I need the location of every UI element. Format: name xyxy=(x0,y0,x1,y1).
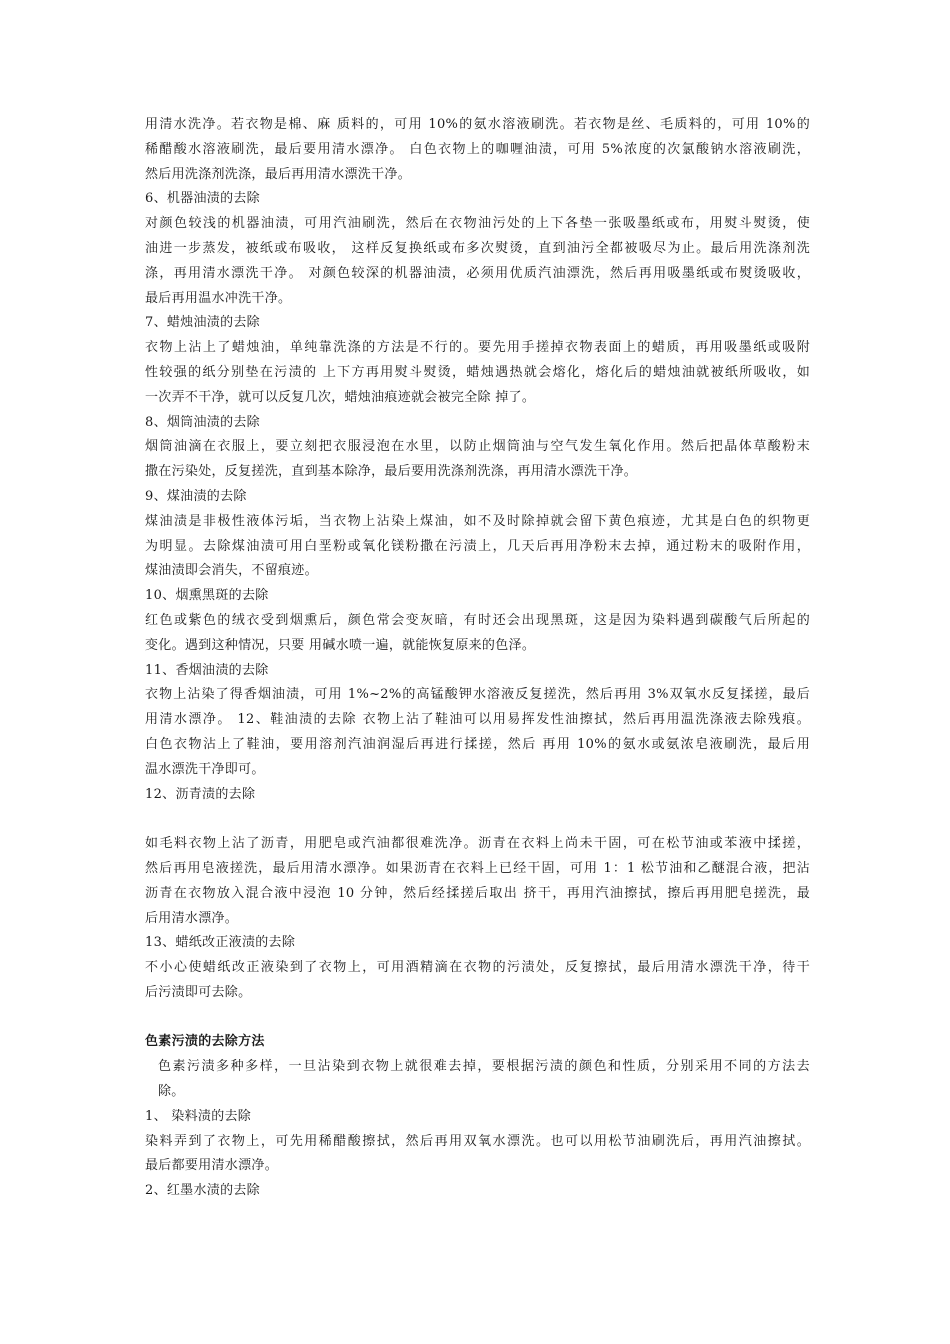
text-line: 一次弄不干净，就可以反复几次，蜡烛油痕迹就会被完全除 掉了。 xyxy=(145,389,536,405)
text-line: 烟筒油滴在衣服上，要立刻把衣服浸泡在水里，以防止烟筒油与空气发生氧化作用。然后把晶体草酸粉末 xyxy=(145,439,810,455)
paragraph xyxy=(145,609,810,659)
paragraph xyxy=(145,435,810,485)
text-line: 性较强的纸分别垫在污渍的 上下方再用熨斗熨烫，蜡烛遇热就会熔化，熔化后的蜡烛油就被纸所吸收，如 xyxy=(145,364,810,380)
text-line: 变化。遇到这种情况，只要 用碱水喷一遍，就能恢复原来的色泽。 xyxy=(145,637,536,653)
item-heading: 8、烟筒油渍的去除 xyxy=(145,414,260,430)
text-line: 衣物上沾上了蜡烛油，单纯靠洗涤的方法是不行的。要先用手搓掉衣物表面上的蜡质，再用吸墨纸或吸附 xyxy=(145,340,810,356)
text-line: 最后都要用清水漂净。 xyxy=(145,1158,279,1174)
text-line: 色素污渍多种多样，一旦沾染到衣物上就很难去掉，要根据污渍的颜色和性质，分别采用不同的方法去 xyxy=(158,1059,810,1075)
text-line: 用清水洗净。若衣物是棉、麻 质料的，可用 10%的氨水溶液刷洗。若衣物是丝、毛质料的，可用 10%的 xyxy=(145,117,810,132)
text-line: 煤油渍是非极性液体污垢，当衣物上沾染上煤油，如不及时除掉就会留下黄色痕迹，尤其是白色的织物更 xyxy=(145,513,810,529)
text-line: 撒在污染处，反复搓洗，直到基本除净，最后要用洗涤剂洗涤，再用清水漂洗干净。 xyxy=(145,464,638,480)
paragraph xyxy=(145,832,810,931)
text-line: 最后再用温水冲洗干净。 xyxy=(145,290,292,306)
paragraph xyxy=(145,510,810,584)
text-line: 沥青在衣物放入混合液中浸泡 10 分钟，然后经揉搓后取出 挤干，再用汽油擦拭，擦后再用肥皂搓洗，最 xyxy=(145,885,810,901)
item-heading: 12、沥青渍的去除 xyxy=(145,786,256,802)
item-heading: 6、机器油渍的去除 xyxy=(145,191,260,207)
text-line: 红色或紫色的绒衣受到烟熏后，颜色常会变灰暗，有时还会出现黑斑，这是因为染料遇到碳酸气后所起的 xyxy=(145,612,810,628)
text-line: 然后再用皂液搓洗，最后用清水漂净。如果沥青在衣料上已经干固，可用 1：1 松节油和乙醚混合液，把沾 xyxy=(145,860,810,876)
paragraph xyxy=(145,956,810,1006)
item-heading: 10、烟熏黑斑的去除 xyxy=(145,588,269,604)
text-line: 稀醋酸水溶液刷洗，最后要用清水漂净。 白色衣物上的咖喱油渍，可用 5%浓度的次氯酸钠水溶液刷洗， xyxy=(145,141,810,157)
text-line: 如毛料衣物上沾了沥青，用肥皂或汽油都很难洗净。沥青在衣料上尚未干固，可在松节油或苯液中揉搓， xyxy=(145,836,810,852)
item-heading: 9、煤油渍的去除 xyxy=(145,488,247,504)
item-heading: 1、 染料渍的去除 xyxy=(145,1108,252,1124)
item-heading: 13、蜡纸改正液渍的去除 xyxy=(145,935,296,951)
text-line: 涤，再用清水漂洗干净。 对颜色较深的机器油渍，必须用优质汽油漂洗，然后再用吸墨纸或布熨烫吸收， xyxy=(145,265,810,281)
text-line: 温水漂洗干净即可。 xyxy=(145,761,265,777)
text-line: 不小心使蜡纸改正液染到了衣物上，可用酒精滴在衣物的污渍处，反复擦拭，最后用清水漂洗干净，待干 xyxy=(145,960,810,976)
text-line: 用清水漂净。 12、鞋油渍的去除 衣物上沾了鞋油可以用易挥发性油擦拭，然后再用温洗涤液去除残痕。 xyxy=(145,712,810,728)
text-line: 染料弄到了衣物上，可先用稀醋酸擦拭，然后再用双氧水漂洗。也可以用松节油刷洗后，再用汽油擦拭。 xyxy=(145,1133,810,1149)
item-heading: 2、红墨水渍的去除 xyxy=(145,1183,260,1199)
item-heading: 7、蜡烛油渍的去除 xyxy=(145,315,260,331)
text-line: 然后用洗涤剂洗涤，最后再用清水漂洗干净。 xyxy=(145,166,412,182)
paragraph xyxy=(145,336,810,410)
text-line: 为明显。去除煤油渍可用白垩粉或氧化镁粉撒在污渍上，几天后再用净粉末去掉，通过粉末的吸附作用， xyxy=(145,538,810,554)
paragraph xyxy=(145,1055,810,1105)
blank-line xyxy=(145,807,810,832)
paragraph xyxy=(145,683,810,782)
paragraph xyxy=(145,1130,810,1180)
text-line: 白色衣物沾上了鞋油，要用溶剂汽油润湿后再进行揉搓，然后 再用 10%的氨水或氨浓皂液刷洗，最后用 xyxy=(145,736,810,752)
paragraph xyxy=(145,212,810,311)
text-line: 衣物上沾染了得香烟油渍，可用 1%~2%的高锰酸钾水溶液反复搓洗，然后再用 3%双氧水反复揉搓，最后 xyxy=(145,687,810,703)
blank-line xyxy=(145,1006,810,1031)
text-line: 煤油渍即会消失，不留痕迹。 xyxy=(145,563,318,579)
text-line: 除。 xyxy=(158,1084,185,1100)
text-line: 后用清水漂净。 xyxy=(145,910,239,926)
item-heading: 11、香烟油渍的去除 xyxy=(145,662,269,678)
text-line: 后污渍即可去除。 xyxy=(145,984,252,1000)
text-line: 对颜色较浅的机器油渍，可用汽油刷洗，然后在衣物油污处的上下各垫一张吸墨纸或布，用熨斗熨烫，使 xyxy=(145,216,810,232)
text-line: 油进一步蒸发，被纸或布吸收， 这样反复换纸或布多次熨烫，直到油污全都被吸尽为止。最后用洗涤剂洗 xyxy=(145,240,810,256)
paragraph xyxy=(145,113,810,187)
section-title: 色素污渍的去除方法 xyxy=(145,1034,265,1050)
